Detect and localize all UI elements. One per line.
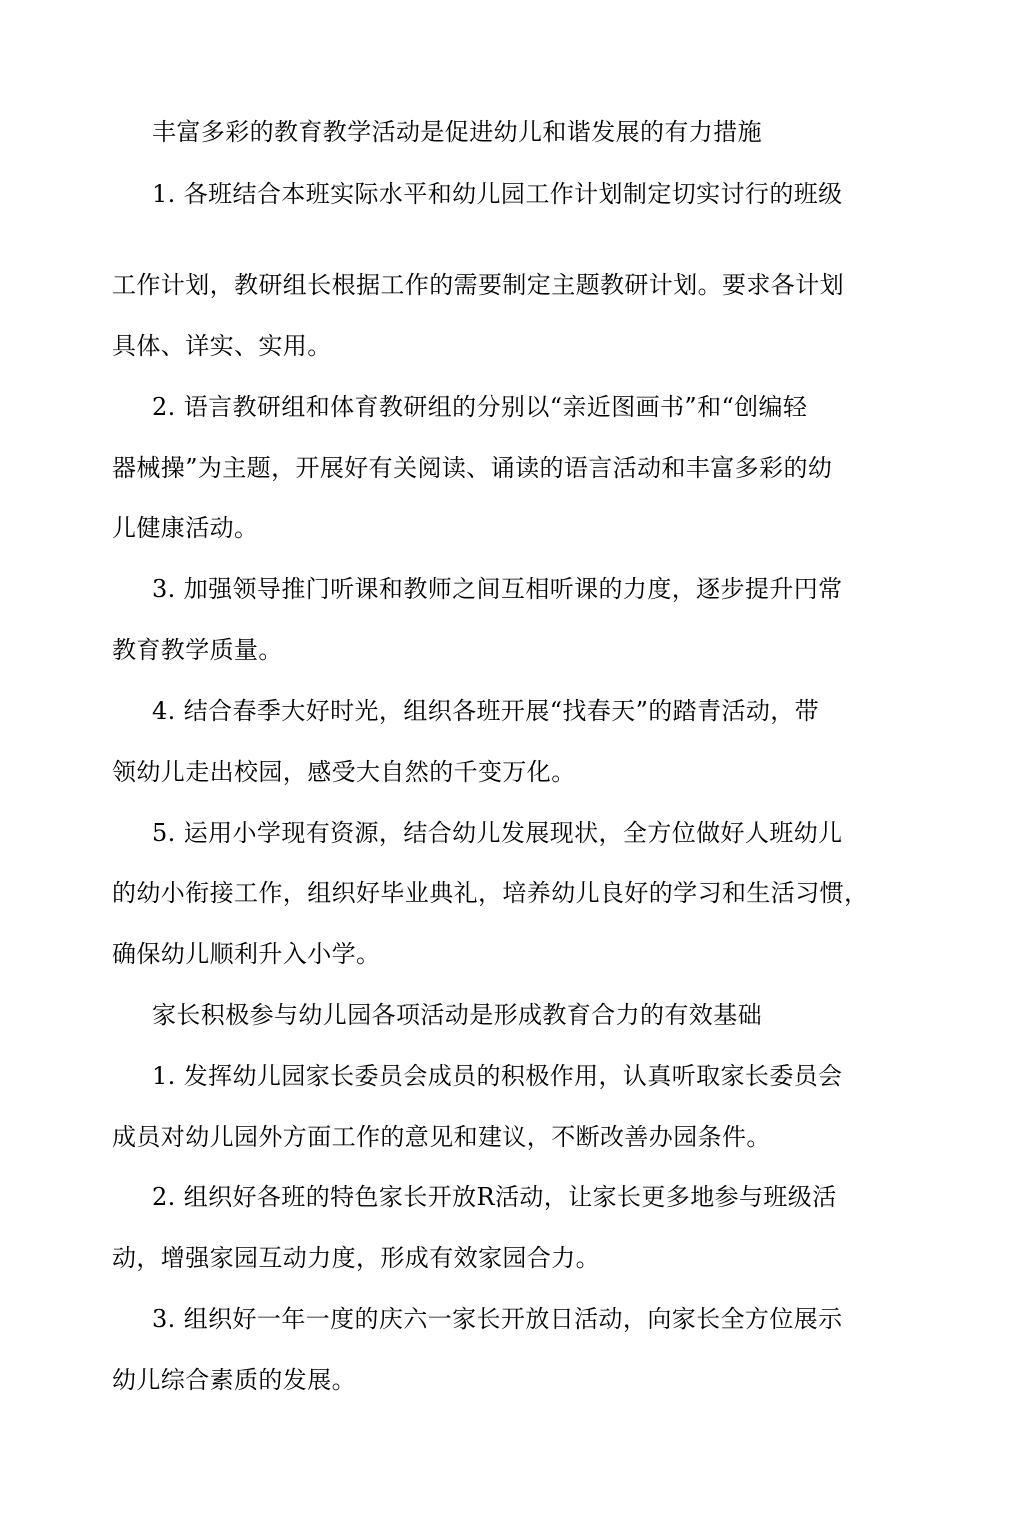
paragraph-line: 1. 发挥幼儿园家长委员会成员的积极作用，认真听取家长委员会 <box>152 1062 843 1090</box>
section-heading-parent-participation: 家长积极参与幼儿园各项活动是形成教育合力的有效基础 <box>152 1001 762 1029</box>
paragraph-line: 工作计划，教研组长根据工作的需要制定主题教研计划。要求各计划 <box>112 271 844 299</box>
paragraph-line: 2. 组织好各班的特色家长开放R活动，让家长更多地参与班级活 <box>152 1183 837 1211</box>
paragraph-line: 的幼小衔接工作，组织好毕业典礼，培养幼儿良好的学习和生活习惯， <box>112 879 869 907</box>
paragraph-line: 2. 语言教研组和体育教研组的分别以“亲近图画书”和“创编轻 <box>152 393 808 421</box>
paragraph-line: 教育教学质量。 <box>112 636 283 664</box>
paragraph-line: 幼儿综合素质的发展。 <box>112 1366 356 1394</box>
paragraph-line: 成员对幼儿园外方面工作的意见和建议，不断改善办园条件。 <box>112 1123 771 1151</box>
paragraph-line: 5. 运用小学现有资源，结合幼儿发展现状，全方位做好人班幼儿 <box>152 819 843 847</box>
paragraph-line: 动，增强家园互动力度，形成有效家园合力。 <box>112 1244 600 1272</box>
paragraph-line: 3. 组织好一年一度的庆六一家长开放日活动，向家长全方位展示 <box>152 1305 843 1333</box>
section-heading-education-activities: 丰富多彩的教育教学活动是促进幼儿和谐发展的有力措施 <box>152 118 762 146</box>
paragraph-line: 4. 结合春季大好时光，组织各班开展“找春天”的踏青活动，带 <box>152 697 820 725</box>
paragraph-line: 3. 加强领导推门听课和教师之间互相听课的力度，逐步提升円常 <box>152 575 843 603</box>
paragraph-line: 确保幼儿顺利升入小学。 <box>112 940 381 968</box>
paragraph-line: 器械操”为主题，开展好有关阅读、诵读的语言活动和丰富多彩的幼 <box>112 454 833 482</box>
paragraph-line: 儿健康活动。 <box>112 514 259 542</box>
paragraph-line: 1. 各班结合本班实际水平和幼儿园工作计划制定切实讨行的班级 <box>152 180 843 208</box>
paragraph-line: 具体、详实、实用。 <box>112 332 332 360</box>
paragraph-line: 领幼儿走出校园，感受大自然的千变万化。 <box>112 758 576 786</box>
